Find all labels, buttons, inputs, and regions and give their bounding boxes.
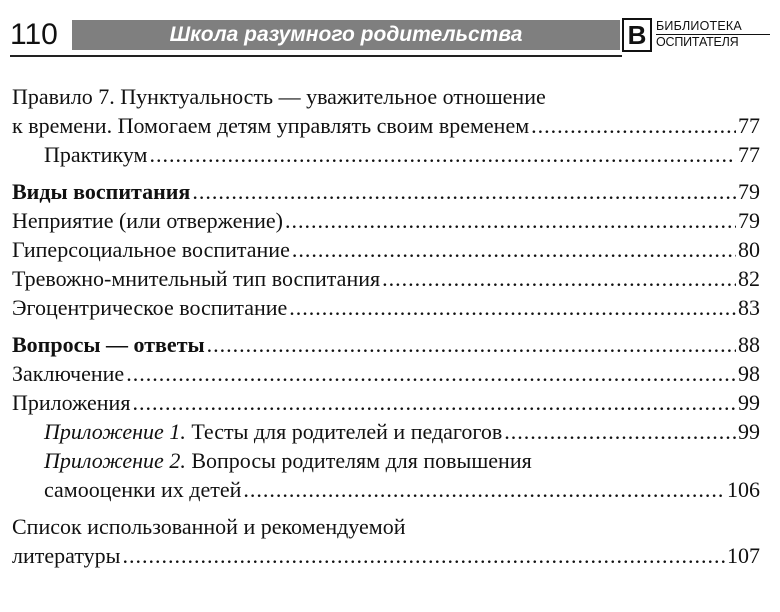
toc-entry-nepriyatie bbox=[12, 206, 760, 235]
toc-page-number: 99 bbox=[738, 419, 760, 444]
appendix-title: Тесты для родителей и педагогов bbox=[185, 419, 503, 444]
toc-entry-text: Правило 7. Пунктуальность — уважительное отношение bbox=[12, 84, 546, 109]
toc-entry-text: Заключение bbox=[12, 361, 125, 386]
header-rule bbox=[10, 55, 622, 57]
dot-leader bbox=[504, 417, 736, 446]
dot-leader bbox=[285, 206, 736, 235]
toc-page-number: 79 bbox=[738, 179, 760, 204]
toc-entry-giper bbox=[12, 235, 760, 264]
logo-letter: В bbox=[622, 18, 652, 52]
dot-leader bbox=[292, 235, 736, 264]
toc-entry-text bbox=[44, 417, 504, 446]
toc-entry-text: Тревожно-мнительный тип воспитания bbox=[12, 266, 381, 291]
dot-leader bbox=[243, 475, 725, 504]
logo-text bbox=[656, 19, 770, 50]
toc-entry-rule7-line1 bbox=[12, 82, 760, 111]
toc-page-number: 79 bbox=[738, 208, 760, 233]
toc-page-number: 106 bbox=[727, 477, 760, 502]
toc-entry-pril1 bbox=[12, 417, 760, 446]
toc-entry-text: Виды воспитания bbox=[12, 179, 191, 204]
toc-entry-text: Неприятие (или отвержение) bbox=[12, 208, 283, 233]
appendix-title: Вопросы родителям для повышения bbox=[185, 448, 532, 473]
toc-page-number: 77 bbox=[738, 142, 760, 167]
table-of-contents bbox=[12, 82, 760, 570]
dot-leader bbox=[382, 264, 736, 293]
toc-entry-pril2-line1 bbox=[12, 446, 760, 475]
dot-leader bbox=[192, 177, 736, 206]
page-header bbox=[10, 14, 770, 58]
toc-page-number: 98 bbox=[738, 361, 760, 386]
header-band bbox=[72, 20, 620, 50]
toc-entry-text: самооценки их детей bbox=[44, 477, 242, 502]
logo-line-2: ОСПИТАТЕЛЯ bbox=[656, 34, 770, 50]
page-number: 110 bbox=[10, 18, 58, 51]
toc-page-number: 80 bbox=[738, 237, 760, 262]
toc-page-number: 83 bbox=[738, 295, 760, 320]
toc-page-number: 88 bbox=[738, 332, 760, 357]
dot-leader bbox=[122, 541, 725, 570]
toc-entry-text: к времени. Помогаем детям управлять своим временем bbox=[12, 113, 530, 138]
dot-leader bbox=[126, 359, 736, 388]
toc-entry-text: Приложения bbox=[12, 390, 131, 415]
dot-leader bbox=[132, 388, 736, 417]
appendix-label: Приложение 1. bbox=[44, 419, 186, 444]
toc-entry-pril bbox=[12, 388, 760, 417]
toc-entry-text: Список использованной и рекомендуемой bbox=[12, 514, 406, 539]
appendix-label: Приложение 2. bbox=[44, 448, 186, 473]
toc-entry-rule7 bbox=[12, 111, 760, 140]
book-title: Школа разумного родительства bbox=[169, 23, 523, 46]
dot-leader bbox=[531, 111, 736, 140]
toc-entry-text: Гиперсоциальное воспитание bbox=[12, 237, 290, 262]
toc-entry-lit-line1 bbox=[12, 512, 760, 541]
toc-page-number: 77 bbox=[738, 113, 760, 138]
toc-entry-text: литературы bbox=[12, 543, 121, 568]
dot-leader bbox=[289, 293, 736, 322]
dot-leader bbox=[149, 140, 736, 169]
toc-entry-practicum bbox=[12, 140, 760, 169]
toc-entry-text: Вопросы — ответы bbox=[12, 332, 205, 357]
toc-entry-text: Практикум bbox=[44, 142, 148, 167]
series-logo bbox=[622, 18, 770, 56]
logo-line-1: БИБЛИОТЕКА bbox=[656, 19, 742, 33]
toc-entry-egocentr bbox=[12, 293, 760, 322]
toc-page-number: 107 bbox=[727, 543, 760, 568]
toc-entry-trevozhno bbox=[12, 264, 760, 293]
toc-page-number: 82 bbox=[738, 266, 760, 291]
toc-entry-pril2 bbox=[12, 475, 760, 504]
toc-entry-vidy bbox=[12, 177, 760, 206]
dot-leader bbox=[207, 330, 736, 359]
toc-page-number: 99 bbox=[738, 390, 760, 415]
toc-entry-zakl bbox=[12, 359, 760, 388]
toc-entry-text: Эгоцентрическое воспитание bbox=[12, 295, 288, 320]
toc-entry-voprosy bbox=[12, 330, 760, 359]
toc-entry-lit bbox=[12, 541, 760, 570]
